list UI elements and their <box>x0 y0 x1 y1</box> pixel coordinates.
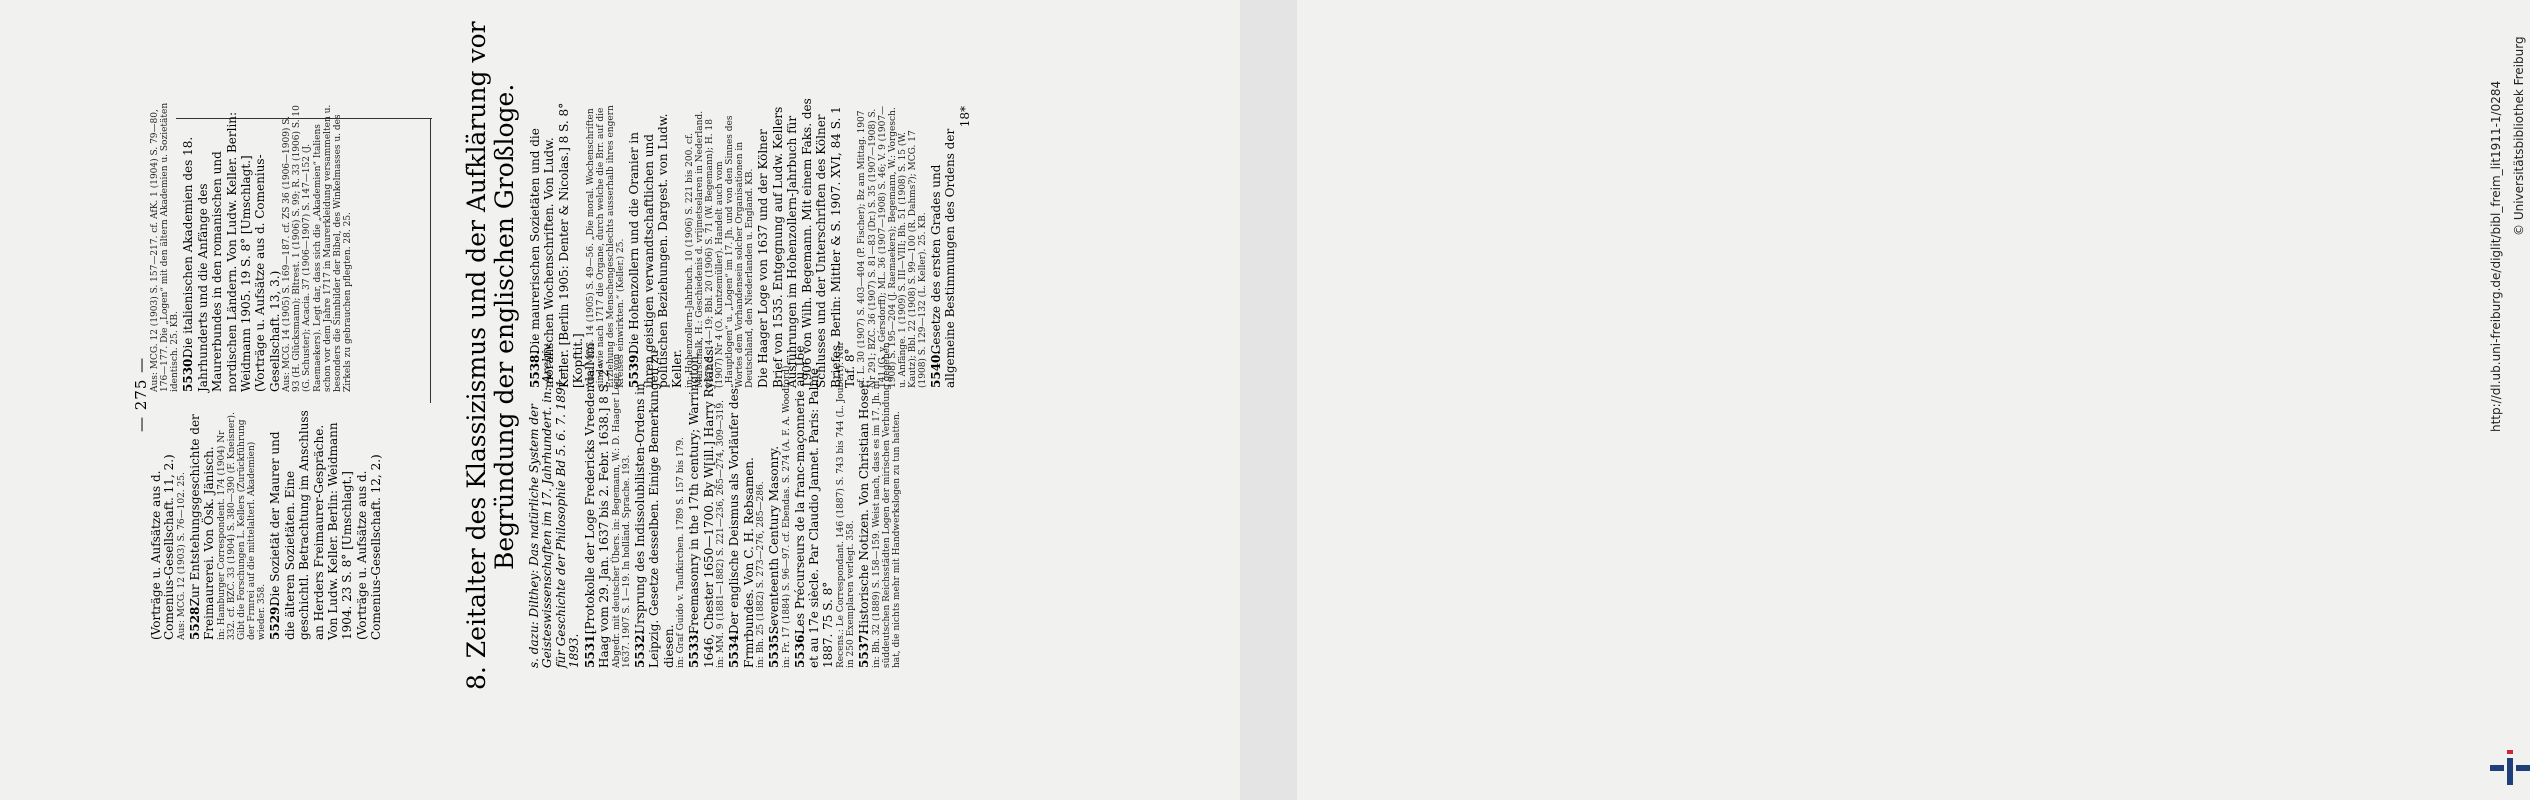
entry-5531: 5531. [Protokolle der Loge Fredericks Vreedendall im Haag vom 29. Jan. 1637 bis 2. Febr. 1638.] 8 S. 2° Abgedr. mit deutscher Übers. in: Begemann, W.: D. Haager Loge von 1637. 1907 S. 1—19. In holländ. Sprache. 193. <box>582 343 632 668</box>
column-2 <box>150 102 440 392</box>
entry-5533: 5533. Freemasonry in the 17th century; Warrington, 1646, Chester 1650—1700. By W[ill.] Harry Rylands. in: MM. 9 (1881—1882) S. 221—236, 265—274, 309—319. <box>687 345 727 668</box>
section-heading-line1: 8. Zeitalter des Klassizismus und der Aufklärung vor <box>462 21 491 690</box>
source-url[interactable]: http://dl.ub.uni-freiburg.de/diglit/bibl_freim_lit1911-1/0284 <box>2489 80 2503 432</box>
column-4 <box>528 98 1128 388</box>
entry-5540: 5540. Gesetze des ersten Grades und allgemeine Bestimmungen des Ordens der <box>928 128 958 388</box>
scanned-page <box>0 0 1240 800</box>
section-heading-line2: Begründung der englischen Großloge. <box>490 83 519 570</box>
entry-5529: 5529. Die Sozietät der Maurer und die älteren Sozietäten. Eine geschichtl. Betrachtung im Anschluss an Herders Freimaurer-Gespräche. Von Ludw. Keller. Berlin: Weidmann 1904. 23 S. 8° [Umschlagt.] (Vorträge u. Aufsätze aus d. Comenius-Gesellschaft. 12, 2.) <box>268 410 384 640</box>
column-2-continuation: Aus: MCG. 12 (1903) S. 157—217. cf. AfK. 1 (1904) S. 79—80, 176—177. Die „Logen“ mit den ältern Akademien u. Sozietäten identisch. 25. KB. <box>150 102 181 392</box>
entry-5534: 5534. Der englische Deismus als Vorläufer des Frmrbundes. Von C. H. Rebsamen. in: Bh. 25 (1882) S. 273—276, 285—286. <box>727 388 766 668</box>
copyright-notice: © Universitätsbibliothek Freiburg <box>2512 36 2526 236</box>
section-intro: s. dazu: Dilthey: Das natürliche System der Geisteswissenschaften im 17. Jahrhundert. in: Archiv für Geschichte der Philosophie Bd 5. 6. 7. 1891—1893. <box>527 343 582 668</box>
viewer-sidebar <box>1240 0 2526 800</box>
column-1 <box>150 410 440 640</box>
entry-5536: 5536. Les Précurseurs de la franc-maçonnerie au 16e et au 17e siècle. Par Claudio Jannet. Paris: Palmé 1887. 75 S. 8° Recens.: Le Correspondant. 146 (1887) S. 743 bis 744 (L. Joubert). Nur in 250 Exemplaren verlegt. 358. <box>792 341 856 668</box>
entry-5539: 5539. Die Hohenzollern und die Oranier in ihren geistigen verwandtschaftlichen und politischen Beziehungen. Dargest. von Ludw. Keller. in: Hohenzollern-Jahrbuch. 10 (1906) S. 221 bis 200. cf. Marschalk, H.: Geschiedenis d. vrijmetselaren in Nederland. 1872 S. 14—19; Bbl. 20 (1906) S. 71 (W. Begemann); H. 18 (1907) Nr 4 (O. Kuntzemüller). Handelt auch vom „Hauptlogen“ u. „Logen“ im 17. Jh. und von den Sinnes des Wortes dem Vorhandensein solcher Organisationen in Deutschland, den Niederlanden u. England. KB. <box>627 110 756 388</box>
entry-5532: 5532. Ursprung des Indissolubilisten-Ordens in Leipzig. Gesetze desselben. Einige Bemerkungen zu diesen. in: Graf Guido v. Taufkirchen. 1789 S. 157 bis 179. <box>632 349 687 668</box>
column-1-continuation: (Vorträge u. Aufsätze aus d. Comenius-Gesellschaft. 11, 2.) Aus: MCG. 12 (1903) S. 76—102. 25. <box>149 454 187 640</box>
entry-5537: 5537. Historische Notizen. Von Christian Hoser. in: Bh. 32 (1889) S. 158—159. Weist nach, dass es im 17. Jh. in süddeutschen Reichsstädten Logen der mirischen Verbindung gegeben hat, die nichts mehr mit Handwerkslogen zu tun hatten. <box>857 342 902 668</box>
entry-5535: 5535. Seventeenth Century Masonry. in: Fr. 17 (1884) S. 96—97. cf. Ebendas. S. 274 (A. F. A. Woodford). <box>767 362 792 668</box>
page-number: — 275 — <box>132 356 150 432</box>
page-footer-number: 18* <box>957 106 972 128</box>
ub-freiburg-logo-icon <box>2490 748 2530 788</box>
entry-5528: 5528. Zur Entstehungsgeschichte der Freimaurerei. Von Ösk. Jänisch. in: Hamburger Correspondent. 174 (1904) Nr 332. cf. BZC. 33 (1904) S. 380—390 (F. Kneisner). Gibt die Forschungen L. Kellers (Zurückführung der Frmrei auf die mittelalterl. Akademien) wieder. 358. <box>187 412 268 640</box>
entry-5538: 5538. Die maurerischen Sozietäten und die moralischen Wochenschriften. Von Ludw. Keller. [Berlin 1905: Denter & Nicolas.] 8 S. 8° [Kopftit.] Aus: MCG. 14 (1905) S. 49—56. „Die moral. Wochenschriften sind wie nach 1717 die Organe, durch welche die Brr. auf die Erziehung des Menschengeschlechts ausserhalb ihres engern Kreises einwirkten.“ (Keller.) 25. <box>528 102 626 388</box>
entry-5530: 5530. Die italienischen Akademien des 18. Jahrhunderts und die Anfänge des Maurerbundes in den romanischen und nordischen Ländern. Von Ludw. Keller. Berlin: Weidmann 1905. 19 S. 8° [Umschlagt.] (Vorträge u. Aufsätze aus d. Comenius-Gesellschaft. 13, 3.) Aus: MCG. 14 (1905) S. 169—187. cf. ZS 36 (1906—1909) S. 93 (H. Glücksmann); Bltrest. 1 (1906) S. 99; R. 33 (1906) S. 10 (G. Schuster); Acacia. 37 (1906—1907) S. 147—152 (J. Raemaekers). Legt dar, dass sich die „Akademien“ Italiens schon vor dem Jahre 1717 in Maurerkleidung versammelten u. besonders die Sinnbilder der Bibel, des Winkelmasses u. des Zirkels zu gebrauchen pflegten. 28. 25. <box>181 104 353 392</box>
entry-haager-loge: Die Haager Loge von 1637 und der Kölner Brief von 1535. Entgegnung auf Ludw. Kellers Ausführungen im Hohenzollern-Jahrbuch für 1906 von Wilh. Begemann. Mit einem Faks. des Schlusses und der Unterschriften des Kölner Briefes. Berlin: Mittler & S. 1907. XVI, 84 S. 1 Taf. 8° cf. L. 30 (1907) S. 403—404 (P. Fischer); Bz am Mittag. 1907 Nr 291; BZC. 36 (1907) S. 81—83 (Dr.) S. 35 (1907—1908) S. 141 (G. v. Gérsdorff); ML. 36 (1907—1908) S. 46; V. 9 (1907—1908) S. 195—204 (J. Raemaekers); Begemann, W.: Vorgesch. u. Anfänge. 1 (1909) S. III—VIII; Bh. 51 (1908) S. 15 (W. Kautz); Bbl. 22 (1908) S. 99—100 (R. Dahms?); MCG. 17 (1908) S. 129—132 (L. Keller). 25. KB. <box>756 98 928 388</box>
